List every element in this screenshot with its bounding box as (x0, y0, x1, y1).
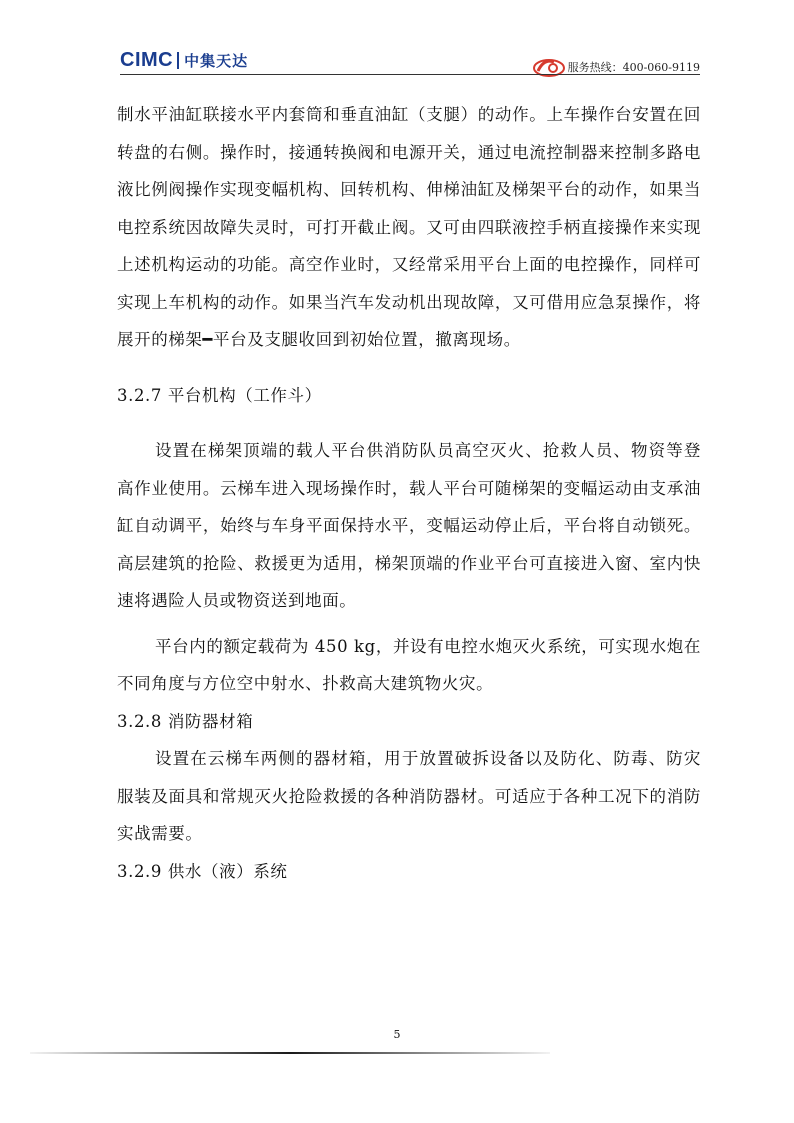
logo-separator (177, 52, 179, 69)
section-heading-3-2-9: 3.2.9 供水（液）系统 (117, 861, 288, 881)
section-heading-3-2-7: 3.2.7 平台机构（工作斗） (117, 385, 322, 405)
footer-rule (30, 1050, 550, 1056)
body-paragraph: 设置在云梯车两侧的器材箱，用于放置破拆设备以及防化、防毒、防灾服装及面具和常规灭火抢险救援的各种消防器材。可适应于各种工况下的消防实战需要。 (117, 749, 701, 843)
logo-text-en: CIMC (120, 49, 174, 71)
body-paragraph: 平台内的额定载荷为 450 kg，并设有电控水炮灭火系统，可实现水炮在不同角度与方位空中射水、扑救高大建筑物火灾。 (117, 636, 701, 693)
header-rule (120, 74, 700, 75)
page-number: 5 (393, 1028, 401, 1041)
hotline-text: 服务热线：400-060-9119 (567, 61, 700, 74)
company-logo (120, 49, 248, 72)
document-body (117, 96, 701, 890)
body-paragraph: 制水平油缸联接水平内套筒和垂直油缸（支腿）的动作。上车操作台安置在回转盘的右侧。操作时，接通转换阀和电源开关，通过电流控制器来控制多路电液比例阀操作实现变幅机构、回转机构、伸梯油缸及梯架平台的动作，如果当电控系统因故障失灵时，可打开截止阀。又可由四联液控手柄直接操作来实现上述机构运动的功能。高空作业时，又经常采用平台上面的电控操作，同样可实现上车机构的动作。如果当汽车发动机出现故障，又可借用应急泵操作，将展开的梯架━平台及支腿收回到初始位置，撤离现场。 (117, 105, 701, 349)
body-paragraph: 设置在梯架顶端的载人平台供消防队员高空灭火、抢救人员、物资等登高作业使用。云梯车进入现场操作时，载人平台可随梯架的变幅运动由支承油缸自动调平，始终与车身平面保持水平，变幅运动停止后，平台将自动锁死。高层建筑的抢险、救援更为适用，梯架顶端的作业平台可直接进入窗、室内快速将遇险人员或物资送到地面。 (117, 441, 701, 610)
page-header (120, 40, 700, 80)
section-heading-3-2-8: 3.2.8 消防器材箱 (117, 711, 254, 731)
logo-text-cn: 中集天达 (184, 52, 249, 70)
